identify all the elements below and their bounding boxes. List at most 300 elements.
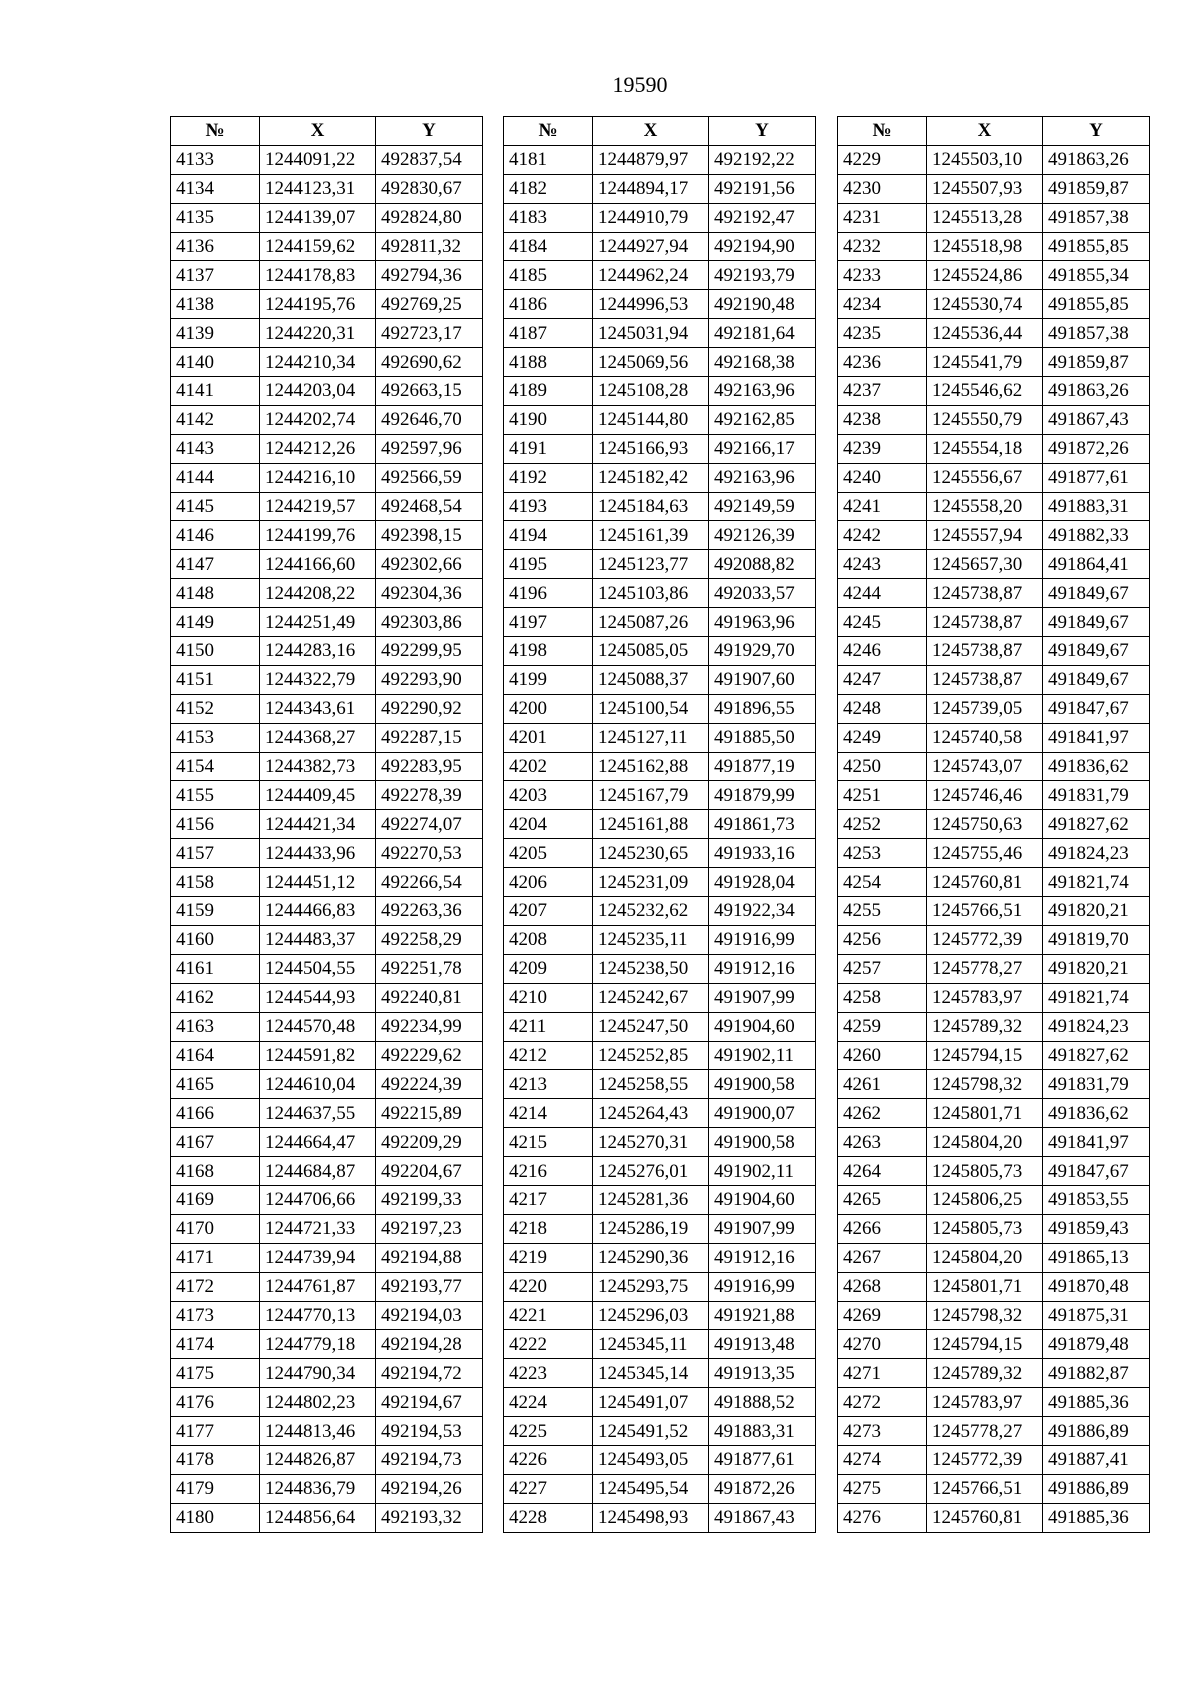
x-coordinate-cell: 1245345,11 xyxy=(593,1330,709,1359)
table-row xyxy=(171,348,483,377)
point-number-cell: 4203 xyxy=(504,781,593,810)
table-row xyxy=(504,579,816,608)
table-row xyxy=(171,1301,483,1330)
header-row xyxy=(171,117,483,146)
point-number-cell: 4227 xyxy=(504,1474,593,1503)
table-row xyxy=(171,290,483,319)
x-coordinate-cell: 1244210,34 xyxy=(260,348,376,377)
y-coordinate-cell: 491836,62 xyxy=(1043,752,1150,781)
x-coordinate-cell: 1245798,32 xyxy=(927,1301,1043,1330)
y-coordinate-cell: 492194,73 xyxy=(376,1445,483,1474)
x-coordinate-cell: 1244879,97 xyxy=(593,145,709,174)
point-number-cell: 4140 xyxy=(171,348,260,377)
table-body xyxy=(504,145,816,1532)
y-coordinate-cell: 491824,23 xyxy=(1043,1012,1150,1041)
y-coordinate-cell: 492263,36 xyxy=(376,897,483,926)
x-coordinate-cell: 1245503,10 xyxy=(927,145,1043,174)
table-row xyxy=(838,290,1150,319)
point-number-cell: 4208 xyxy=(504,925,593,954)
x-coordinate-cell: 1244251,49 xyxy=(260,608,376,637)
y-coordinate-cell: 492274,07 xyxy=(376,810,483,839)
x-coordinate-cell: 1245740,58 xyxy=(927,723,1043,752)
y-coordinate-cell: 491863,26 xyxy=(1043,145,1150,174)
point-number-cell: 4223 xyxy=(504,1359,593,1388)
y-coordinate-cell: 491904,60 xyxy=(709,1185,816,1214)
x-coordinate-cell: 1244212,26 xyxy=(260,434,376,463)
x-coordinate-cell: 1245557,94 xyxy=(927,521,1043,550)
x-coordinate-cell: 1245750,63 xyxy=(927,810,1043,839)
table-row xyxy=(504,1503,816,1532)
x-coordinate-cell: 1245805,73 xyxy=(927,1157,1043,1186)
x-coordinate-cell: 1245536,44 xyxy=(927,319,1043,348)
x-coordinate-cell: 1245069,56 xyxy=(593,348,709,377)
y-coordinate-cell: 491841,97 xyxy=(1043,1128,1150,1157)
x-coordinate-cell: 1245546,62 xyxy=(927,377,1043,406)
y-coordinate-cell: 491821,74 xyxy=(1043,983,1150,1012)
y-coordinate-cell: 492224,39 xyxy=(376,1070,483,1099)
point-number-cell: 4235 xyxy=(838,319,927,348)
y-coordinate-cell: 491859,43 xyxy=(1043,1214,1150,1243)
x-coordinate-cell: 1245794,15 xyxy=(927,1041,1043,1070)
table-row xyxy=(504,463,816,492)
table-row xyxy=(171,1214,483,1243)
table-row xyxy=(504,521,816,550)
x-coordinate-cell: 1244770,13 xyxy=(260,1301,376,1330)
point-number-cell: 4192 xyxy=(504,463,593,492)
y-coordinate-cell: 491912,16 xyxy=(709,1243,816,1272)
point-number-cell: 4179 xyxy=(171,1474,260,1503)
header-y: Y xyxy=(1043,117,1150,146)
table-row xyxy=(171,723,483,752)
y-coordinate-cell: 492398,15 xyxy=(376,521,483,550)
y-coordinate-cell: 491847,67 xyxy=(1043,694,1150,723)
table-row xyxy=(171,839,483,868)
table-row xyxy=(838,521,1150,550)
point-number-cell: 4275 xyxy=(838,1474,927,1503)
table-row xyxy=(838,145,1150,174)
table-row xyxy=(171,637,483,666)
point-number-cell: 4204 xyxy=(504,810,593,839)
table-row xyxy=(171,1503,483,1532)
point-number-cell: 4252 xyxy=(838,810,927,839)
x-coordinate-cell: 1245276,01 xyxy=(593,1157,709,1186)
x-coordinate-cell: 1245760,81 xyxy=(927,868,1043,897)
x-coordinate-cell: 1244802,23 xyxy=(260,1388,376,1417)
x-coordinate-cell: 1245296,03 xyxy=(593,1301,709,1330)
point-number-cell: 4215 xyxy=(504,1128,593,1157)
y-coordinate-cell: 491827,62 xyxy=(1043,1041,1150,1070)
y-coordinate-cell: 491885,50 xyxy=(709,723,816,752)
point-number-cell: 4194 xyxy=(504,521,593,550)
x-coordinate-cell: 1244856,64 xyxy=(260,1503,376,1532)
table-row xyxy=(504,1012,816,1041)
y-coordinate-cell: 492690,62 xyxy=(376,348,483,377)
point-number-cell: 4184 xyxy=(504,232,593,261)
y-coordinate-cell: 492194,53 xyxy=(376,1417,483,1446)
x-coordinate-cell: 1245162,88 xyxy=(593,752,709,781)
table-row xyxy=(171,810,483,839)
table-row xyxy=(504,1272,816,1301)
point-number-cell: 4258 xyxy=(838,983,927,1012)
point-number-cell: 4266 xyxy=(838,1214,927,1243)
x-coordinate-cell: 1245108,28 xyxy=(593,377,709,406)
table-row xyxy=(838,1157,1150,1186)
point-number-cell: 4198 xyxy=(504,637,593,666)
x-coordinate-cell: 1245166,93 xyxy=(593,434,709,463)
table-row xyxy=(838,1214,1150,1243)
point-number-cell: 4185 xyxy=(504,261,593,290)
y-coordinate-cell: 492149,59 xyxy=(709,492,816,521)
table-row xyxy=(504,377,816,406)
x-coordinate-cell: 1244790,34 xyxy=(260,1359,376,1388)
x-coordinate-cell: 1245804,20 xyxy=(927,1243,1043,1272)
header-number: № xyxy=(171,117,260,146)
point-number-cell: 4142 xyxy=(171,405,260,434)
table-row xyxy=(504,203,816,232)
y-coordinate-cell: 492837,54 xyxy=(376,145,483,174)
table-row xyxy=(504,1041,816,1070)
y-coordinate-cell: 491907,99 xyxy=(709,983,816,1012)
y-coordinate-cell: 491913,35 xyxy=(709,1359,816,1388)
x-coordinate-cell: 1245235,11 xyxy=(593,925,709,954)
point-number-cell: 4167 xyxy=(171,1128,260,1157)
x-coordinate-cell: 1245184,63 xyxy=(593,492,709,521)
point-number-cell: 4149 xyxy=(171,608,260,637)
header-row xyxy=(504,117,816,146)
x-coordinate-cell: 1245491,07 xyxy=(593,1388,709,1417)
table-row xyxy=(504,261,816,290)
table-row xyxy=(838,434,1150,463)
x-coordinate-cell: 1245766,51 xyxy=(927,897,1043,926)
point-number-cell: 4173 xyxy=(171,1301,260,1330)
point-number-cell: 4230 xyxy=(838,174,927,203)
table-row xyxy=(171,1388,483,1417)
y-coordinate-cell: 492166,17 xyxy=(709,434,816,463)
x-coordinate-cell: 1245264,43 xyxy=(593,1099,709,1128)
table-row xyxy=(504,868,816,897)
table-row xyxy=(504,810,816,839)
header-y: Y xyxy=(709,117,816,146)
table-row xyxy=(171,1012,483,1041)
point-number-cell: 4271 xyxy=(838,1359,927,1388)
header-x: X xyxy=(260,117,376,146)
y-coordinate-cell: 491872,26 xyxy=(1043,434,1150,463)
point-number-cell: 4195 xyxy=(504,550,593,579)
table-row xyxy=(838,579,1150,608)
point-number-cell: 4260 xyxy=(838,1041,927,1070)
table-row xyxy=(504,1388,816,1417)
table-row xyxy=(838,1041,1150,1070)
point-number-cell: 4180 xyxy=(171,1503,260,1532)
y-coordinate-cell: 492723,17 xyxy=(376,319,483,348)
x-coordinate-cell: 1244779,18 xyxy=(260,1330,376,1359)
x-coordinate-cell: 1245755,46 xyxy=(927,839,1043,868)
y-coordinate-cell: 492240,81 xyxy=(376,983,483,1012)
table-row xyxy=(171,1359,483,1388)
x-coordinate-cell: 1245293,75 xyxy=(593,1272,709,1301)
y-coordinate-cell: 491877,61 xyxy=(709,1445,816,1474)
point-number-cell: 4249 xyxy=(838,723,927,752)
table-row xyxy=(838,261,1150,290)
y-coordinate-cell: 492830,67 xyxy=(376,174,483,203)
table-row xyxy=(504,1157,816,1186)
y-coordinate-cell: 491820,21 xyxy=(1043,954,1150,983)
table-row xyxy=(504,723,816,752)
y-coordinate-cell: 491865,13 xyxy=(1043,1243,1150,1272)
table-row xyxy=(838,954,1150,983)
table-row xyxy=(171,1157,483,1186)
y-coordinate-cell: 492293,90 xyxy=(376,665,483,694)
point-number-cell: 4148 xyxy=(171,579,260,608)
point-number-cell: 4172 xyxy=(171,1272,260,1301)
y-coordinate-cell: 492197,23 xyxy=(376,1214,483,1243)
table-row xyxy=(504,781,816,810)
x-coordinate-cell: 1244570,48 xyxy=(260,1012,376,1041)
table-row xyxy=(171,983,483,1012)
x-coordinate-cell: 1245738,87 xyxy=(927,665,1043,694)
x-coordinate-cell: 1244451,12 xyxy=(260,868,376,897)
y-coordinate-cell: 492283,95 xyxy=(376,752,483,781)
point-number-cell: 4200 xyxy=(504,694,593,723)
table-row xyxy=(171,319,483,348)
table-row xyxy=(838,694,1150,723)
y-coordinate-cell: 491883,31 xyxy=(709,1417,816,1446)
point-number-cell: 4226 xyxy=(504,1445,593,1474)
x-coordinate-cell: 1244504,55 xyxy=(260,954,376,983)
y-coordinate-cell: 491879,99 xyxy=(709,781,816,810)
point-number-cell: 4220 xyxy=(504,1272,593,1301)
x-coordinate-cell: 1244739,94 xyxy=(260,1243,376,1272)
point-number-cell: 4174 xyxy=(171,1330,260,1359)
table-row xyxy=(171,1185,483,1214)
x-coordinate-cell: 1244368,27 xyxy=(260,723,376,752)
y-coordinate-cell: 492824,80 xyxy=(376,203,483,232)
table-row xyxy=(171,1445,483,1474)
point-number-cell: 4182 xyxy=(504,174,593,203)
x-coordinate-cell: 1245801,71 xyxy=(927,1272,1043,1301)
x-coordinate-cell: 1245167,79 xyxy=(593,781,709,810)
x-coordinate-cell: 1245766,51 xyxy=(927,1474,1043,1503)
y-coordinate-cell: 491849,67 xyxy=(1043,608,1150,637)
point-number-cell: 4183 xyxy=(504,203,593,232)
point-number-cell: 4212 xyxy=(504,1041,593,1070)
y-coordinate-cell: 491896,55 xyxy=(709,694,816,723)
coordinates-table-3 xyxy=(837,116,1150,1533)
x-coordinate-cell: 1245161,88 xyxy=(593,810,709,839)
x-coordinate-cell: 1245100,54 xyxy=(593,694,709,723)
point-number-cell: 4156 xyxy=(171,810,260,839)
point-number-cell: 4257 xyxy=(838,954,927,983)
point-number-cell: 4205 xyxy=(504,839,593,868)
y-coordinate-cell: 492194,72 xyxy=(376,1359,483,1388)
point-number-cell: 4171 xyxy=(171,1243,260,1272)
x-coordinate-cell: 1244544,93 xyxy=(260,983,376,1012)
point-number-cell: 4213 xyxy=(504,1070,593,1099)
point-number-cell: 4196 xyxy=(504,579,593,608)
point-number-cell: 4188 xyxy=(504,348,593,377)
point-number-cell: 4193 xyxy=(504,492,593,521)
y-coordinate-cell: 491885,36 xyxy=(1043,1388,1150,1417)
table-row xyxy=(838,1474,1150,1503)
x-coordinate-cell: 1244382,73 xyxy=(260,752,376,781)
x-coordinate-cell: 1244591,82 xyxy=(260,1041,376,1070)
y-coordinate-cell: 492163,96 xyxy=(709,463,816,492)
header-y: Y xyxy=(376,117,483,146)
point-number-cell: 4206 xyxy=(504,868,593,897)
x-coordinate-cell: 1245778,27 xyxy=(927,1417,1043,1446)
table-row xyxy=(171,579,483,608)
x-coordinate-cell: 1245738,87 xyxy=(927,637,1043,666)
x-coordinate-cell: 1245804,20 xyxy=(927,1128,1043,1157)
y-coordinate-cell: 492194,67 xyxy=(376,1388,483,1417)
point-number-cell: 4217 xyxy=(504,1185,593,1214)
table-row xyxy=(838,1243,1150,1272)
y-coordinate-cell: 492193,77 xyxy=(376,1272,483,1301)
table-row xyxy=(504,550,816,579)
y-coordinate-cell: 492663,15 xyxy=(376,377,483,406)
x-coordinate-cell: 1244091,22 xyxy=(260,145,376,174)
y-coordinate-cell: 492566,59 xyxy=(376,463,483,492)
table-row xyxy=(504,665,816,694)
y-coordinate-cell: 492194,28 xyxy=(376,1330,483,1359)
y-coordinate-cell: 491853,55 xyxy=(1043,1185,1150,1214)
y-coordinate-cell: 492191,56 xyxy=(709,174,816,203)
table-row xyxy=(838,1185,1150,1214)
y-coordinate-cell: 492468,54 xyxy=(376,492,483,521)
point-number-cell: 4241 xyxy=(838,492,927,521)
x-coordinate-cell: 1245794,15 xyxy=(927,1330,1043,1359)
x-coordinate-cell: 1245281,36 xyxy=(593,1185,709,1214)
header-number: № xyxy=(504,117,593,146)
y-coordinate-cell: 492229,62 xyxy=(376,1041,483,1070)
point-number-cell: 4134 xyxy=(171,174,260,203)
point-number-cell: 4150 xyxy=(171,637,260,666)
y-coordinate-cell: 491882,33 xyxy=(1043,521,1150,550)
x-coordinate-cell: 1245252,85 xyxy=(593,1041,709,1070)
x-coordinate-cell: 1245247,50 xyxy=(593,1012,709,1041)
y-coordinate-cell: 491900,07 xyxy=(709,1099,816,1128)
point-number-cell: 4247 xyxy=(838,665,927,694)
point-number-cell: 4248 xyxy=(838,694,927,723)
y-coordinate-cell: 491821,74 xyxy=(1043,868,1150,897)
table-row xyxy=(504,839,816,868)
table-row xyxy=(838,665,1150,694)
table-row xyxy=(504,492,816,521)
y-coordinate-cell: 492302,66 xyxy=(376,550,483,579)
x-coordinate-cell: 1245772,39 xyxy=(927,1445,1043,1474)
point-number-cell: 4263 xyxy=(838,1128,927,1157)
point-number-cell: 4264 xyxy=(838,1157,927,1186)
point-number-cell: 4160 xyxy=(171,925,260,954)
table-row xyxy=(838,1503,1150,1532)
header-row xyxy=(838,117,1150,146)
y-coordinate-cell: 492194,88 xyxy=(376,1243,483,1272)
x-coordinate-cell: 1245031,94 xyxy=(593,319,709,348)
point-number-cell: 4231 xyxy=(838,203,927,232)
point-number-cell: 4175 xyxy=(171,1359,260,1388)
y-coordinate-cell: 492769,25 xyxy=(376,290,483,319)
table-row xyxy=(171,434,483,463)
y-coordinate-cell: 491827,62 xyxy=(1043,810,1150,839)
x-coordinate-cell: 1245493,05 xyxy=(593,1445,709,1474)
x-coordinate-cell: 1244322,79 xyxy=(260,665,376,694)
point-number-cell: 4138 xyxy=(171,290,260,319)
point-number-cell: 4189 xyxy=(504,377,593,406)
y-coordinate-cell: 492194,90 xyxy=(709,232,816,261)
table-row xyxy=(504,954,816,983)
x-coordinate-cell: 1244208,22 xyxy=(260,579,376,608)
table-row xyxy=(838,1445,1150,1474)
point-number-cell: 4211 xyxy=(504,1012,593,1041)
table-row xyxy=(838,1417,1150,1446)
point-number-cell: 4218 xyxy=(504,1214,593,1243)
table-row xyxy=(171,954,483,983)
x-coordinate-cell: 1244433,96 xyxy=(260,839,376,868)
point-number-cell: 4168 xyxy=(171,1157,260,1186)
y-coordinate-cell: 492162,85 xyxy=(709,405,816,434)
coordinates-table-2 xyxy=(503,116,816,1533)
x-coordinate-cell: 1244996,53 xyxy=(593,290,709,319)
y-coordinate-cell: 491847,67 xyxy=(1043,1157,1150,1186)
table-row xyxy=(838,983,1150,1012)
point-number-cell: 4202 xyxy=(504,752,593,781)
table-row xyxy=(504,1070,816,1099)
header-number: № xyxy=(838,117,927,146)
point-number-cell: 4186 xyxy=(504,290,593,319)
table-row xyxy=(171,1128,483,1157)
table-row xyxy=(838,405,1150,434)
x-coordinate-cell: 1245805,73 xyxy=(927,1214,1043,1243)
table-row xyxy=(838,1301,1150,1330)
point-number-cell: 4270 xyxy=(838,1330,927,1359)
point-number-cell: 4201 xyxy=(504,723,593,752)
y-coordinate-cell: 491912,16 xyxy=(709,954,816,983)
x-coordinate-cell: 1245760,81 xyxy=(927,1503,1043,1532)
x-coordinate-cell: 1245746,46 xyxy=(927,781,1043,810)
y-coordinate-cell: 491857,38 xyxy=(1043,319,1150,348)
point-number-cell: 4141 xyxy=(171,377,260,406)
x-coordinate-cell: 1245286,19 xyxy=(593,1214,709,1243)
table-row xyxy=(504,290,816,319)
y-coordinate-cell: 491831,79 xyxy=(1043,1070,1150,1099)
table-row xyxy=(171,1474,483,1503)
table-row xyxy=(838,897,1150,926)
point-number-cell: 4229 xyxy=(838,145,927,174)
table-row xyxy=(838,174,1150,203)
x-coordinate-cell: 1245801,71 xyxy=(927,1099,1043,1128)
x-coordinate-cell: 1245161,39 xyxy=(593,521,709,550)
point-number-cell: 4222 xyxy=(504,1330,593,1359)
table-row xyxy=(171,1243,483,1272)
table-row xyxy=(504,232,816,261)
table-row xyxy=(171,1070,483,1099)
y-coordinate-cell: 492193,32 xyxy=(376,1503,483,1532)
y-coordinate-cell: 492209,29 xyxy=(376,1128,483,1157)
y-coordinate-cell: 491902,11 xyxy=(709,1041,816,1070)
point-number-cell: 4224 xyxy=(504,1388,593,1417)
y-coordinate-cell: 492033,57 xyxy=(709,579,816,608)
y-coordinate-cell: 492192,22 xyxy=(709,145,816,174)
y-coordinate-cell: 492194,03 xyxy=(376,1301,483,1330)
point-number-cell: 4145 xyxy=(171,492,260,521)
x-coordinate-cell: 1244610,04 xyxy=(260,1070,376,1099)
x-coordinate-cell: 1245789,32 xyxy=(927,1359,1043,1388)
x-coordinate-cell: 1244927,94 xyxy=(593,232,709,261)
y-coordinate-cell: 491831,79 xyxy=(1043,781,1150,810)
table-row xyxy=(504,925,816,954)
y-coordinate-cell: 491916,99 xyxy=(709,1272,816,1301)
table-row xyxy=(504,405,816,434)
